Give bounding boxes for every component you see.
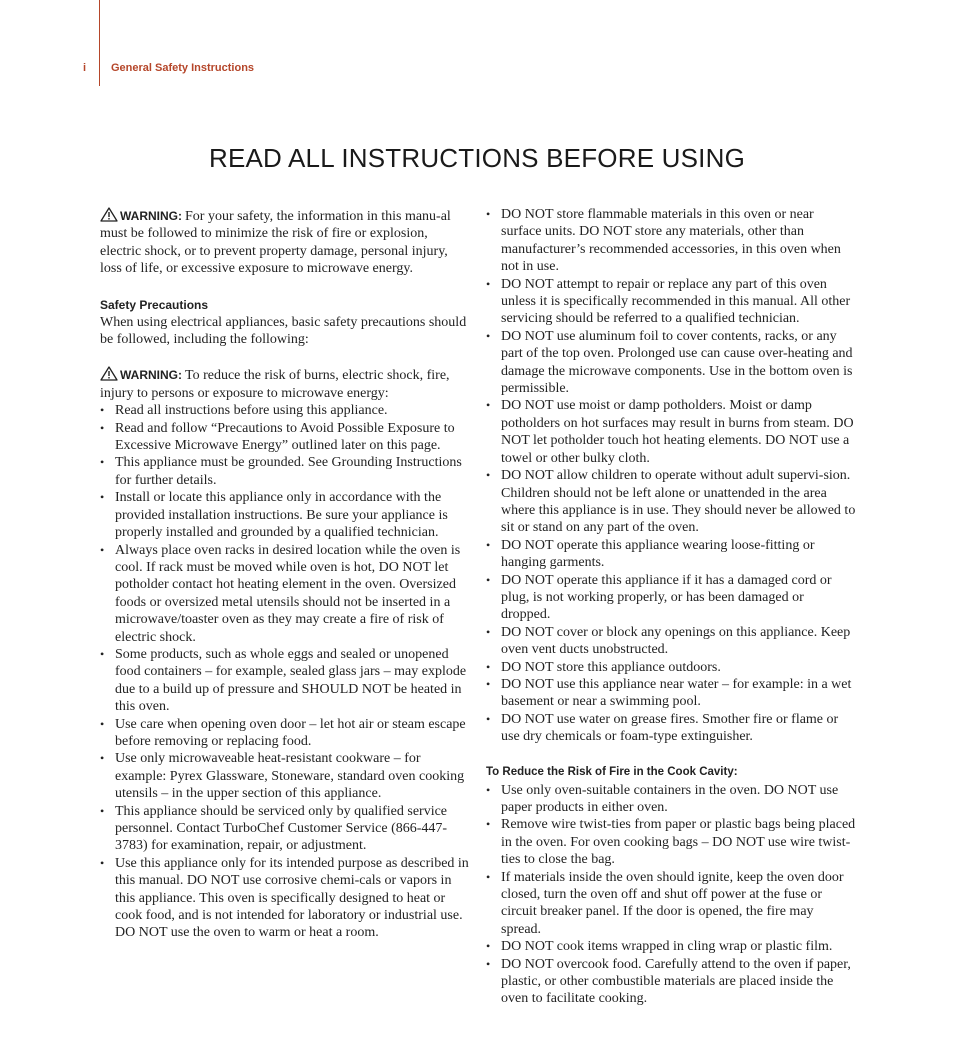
list-item: • DO NOT store this appliance outdoors.: [486, 659, 856, 676]
list-item: • DO NOT use aluminum foil to cover contents, racks, or any part of the top oven. Prolonged use can cause over-heating and damage the microwave components. Use in the bottom oven is permissible.: [486, 328, 856, 398]
list-item: • Read and follow “Precautions to Avoid Possible Exposure to Excessive Microwave Energy” outlined later on this page.: [100, 420, 470, 455]
section-title: General Safety Instructions: [111, 62, 255, 74]
right-column: [486, 206, 856, 1008]
fire-risk-heading: To Reduce the Risk of Fire in the Cook Cavity:: [486, 765, 738, 778]
list-item: • DO NOT allow children to operate without adult supervi-sion. Children should not be left alone or unattended in the area where this appliance is in use. They should never be allowed to sit or stand on any part of the oven.: [486, 467, 856, 537]
list-item: • Always place oven racks in desired location while the oven is cool. If rack must be moved while oven is hot, DO NOT let potholder contact hot heating element in the oven. Oversized foods or oversized metal utensils should not be inserted in a microwave/toaster oven as they may create a fire of risk of electric shock.: [100, 542, 470, 646]
left-column: [100, 207, 470, 942]
list-item: • DO NOT cover or block any openings on this appliance. Keep oven vent ducts unobstructed.: [486, 624, 856, 659]
warning-paragraph-1: [100, 207, 470, 278]
list-item: • Some products, such as whole eggs and sealed or unopened food containers – for example, sealed glass jars – may explode due to a build up of pressure and SHOULD NOT be heated in this oven.: [100, 646, 470, 716]
safety-precautions-heading: Safety Precautions: [100, 297, 209, 312]
list-item: • DO NOT store flammable materials in this oven or near surface units. DO NOT store any materials, other than manufacturer’s recommended accessories, in this oven when not in use.: [486, 206, 856, 276]
list-item: • DO NOT use water on grease fires. Smother fire or flame or use dry chemicals or foam-type extinguisher.: [486, 711, 856, 746]
safety-intro: When using electrical appliances, basic safety precautions should be followed, including the following:: [100, 314, 467, 348]
list-item: • DO NOT use this appliance near water – for example: in a wet basement or near a swimming pool.: [486, 676, 856, 711]
warning-triangle-icon: [100, 366, 118, 381]
warning-triangle-icon: [100, 207, 118, 222]
warning-text: To reduce the risk of burns, electric shock, fire, injury to persons or exposure to microwave energy:: [100, 368, 450, 401]
fire-bullet-list: [486, 782, 856, 1008]
warning-paragraph-2: [100, 366, 470, 402]
list-item: • DO NOT attempt to repair or replace any part of this oven unless it is specifically recommended in this manual. All other servicing should be referred to a qualified technician.: [486, 276, 856, 328]
list-item: • Use only oven-suitable containers in the oven. DO NOT use paper products in either oven.: [486, 782, 856, 817]
list-item: • Use care when opening oven door – let hot air or steam escape before removing or replacing food.: [100, 716, 470, 751]
warning-label: WARNING:: [120, 209, 182, 223]
list-item: • DO NOT use moist or damp potholders. Moist or damp potholders on hot surfaces may result in burns from steam. DO NOT let potholder touch hot heating elements. DO NOT use a towel or other bulky cloth.: [486, 397, 856, 467]
list-item: • DO NOT operate this appliance if it has a damaged cord or plug, is not working properly, or has been damaged or dropped.: [486, 572, 856, 624]
list-item: • DO NOT operate this appliance wearing loose-fitting or hanging garments.: [486, 537, 856, 572]
list-item: • This appliance should be serviced only by qualified service personnel. Contact TurboChef Customer Service (866-447-3783) for examination, repair, or adjustment.: [100, 803, 470, 855]
page-number: i: [83, 62, 87, 74]
list-item: • This appliance must be grounded. See Grounding Instructions for further details.: [100, 454, 470, 489]
list-item: • Install or locate this appliance only in accordance with the provided installation instructions. Be sure your appliance is properly installed and grounded by a qualified technician.: [100, 489, 470, 541]
list-item: • Use this appliance only for its intended purpose as described in this manual. DO NOT use corrosive chemi-cals or vapors in this appliance. This oven is specifically designed to heat or cook food, and is not intended for laboratory or industrial use. DO NOT use the oven to warm or heat a room.: [100, 855, 470, 942]
list-item: • If materials inside the oven should ignite, keep the oven door closed, turn the oven off and shut off power at the fuse or circuit breaker panel. If the door is opened, the fire may spread.: [486, 869, 856, 939]
page-title: READ ALL INSTRUCTIONS BEFORE USING: [208, 143, 746, 173]
list-item: • DO NOT overcook food. Carefully attend to the oven if paper, plastic, or other combustible materials are placed inside the oven to facilitate cooking.: [486, 956, 856, 1008]
header-divider: [99, 0, 100, 86]
left-bullet-list: [100, 402, 470, 942]
warning-label: WARNING:: [120, 368, 182, 383]
list-item: • Use only microwaveable heat-resistant cookware – for example: Pyrex Glassware, Stoneware, standard oven cooking utensils – in the upper section of this appliance.: [100, 750, 470, 802]
list-item: • DO NOT cook items wrapped in cling wrap or plastic film.: [486, 938, 856, 955]
right-bullet-list: [486, 206, 856, 746]
list-item: • Read all instructions before using this appliance.: [100, 402, 470, 419]
warning-text: For your safety, the information in this manu-al must be followed to minimize the risk of fire or explosion, electric shock, or to prevent property damage, personal injury, loss of life, or excessive exposure to microwave energy.: [100, 209, 451, 277]
list-item: • Remove wire twist-ties from paper or plastic bags being placed in the oven. For oven cooking bags – DO NOT use wire twist-ties to close the bag.: [486, 816, 856, 868]
